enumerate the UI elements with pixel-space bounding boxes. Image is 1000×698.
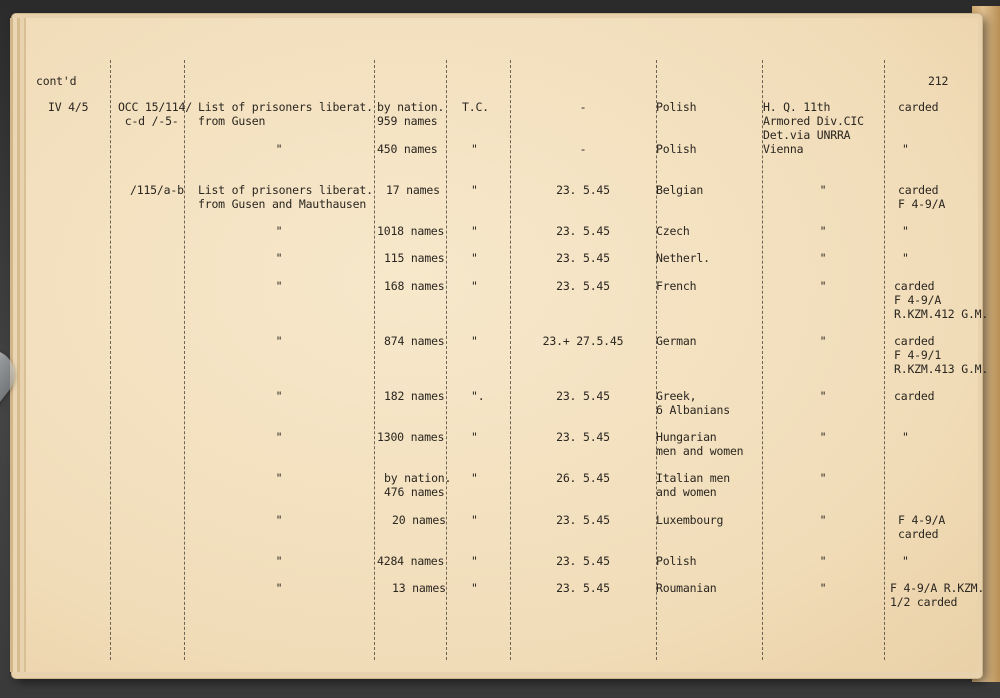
source-cell: ": [819, 224, 827, 238]
note-cell: carded F 4-9/A: [898, 183, 946, 211]
nationality-cell: Netherl.: [656, 251, 710, 265]
note-cell: carded: [898, 100, 939, 114]
type-cell: ": [471, 334, 478, 348]
description-cell: ": [275, 581, 283, 595]
type-cell: ": [471, 581, 478, 595]
count-cell: 13 names: [392, 581, 446, 595]
date-cell: 23. 5.45: [556, 224, 610, 238]
count-cell: 168 names: [384, 279, 445, 293]
type-cell: T.C.: [462, 100, 489, 114]
type-cell: ": [471, 430, 478, 444]
count-cell: by nation. 959 names: [377, 100, 445, 128]
date-cell: 23. 5.45: [556, 430, 610, 444]
date-cell: 23. 5.45: [556, 581, 610, 595]
count-cell: 20 names: [392, 513, 446, 527]
count-cell: 4284 names: [377, 554, 445, 568]
reference-number: /115/a-b: [130, 183, 184, 197]
note-cell: F 4-9/A carded: [898, 513, 946, 541]
description-cell: List of prisoners liberat. from Gusen and Mauthausen: [198, 183, 373, 211]
source-cell: ": [819, 554, 827, 568]
description-cell: ": [275, 224, 283, 238]
column-rule: [446, 60, 447, 660]
type-cell: ": [471, 183, 478, 197]
note-cell: ": [902, 251, 909, 265]
source-cell: ": [819, 389, 827, 403]
note-cell: ": [902, 430, 909, 444]
description-cell: ": [275, 142, 283, 156]
description-cell: ": [275, 513, 283, 527]
nationality-cell: French: [656, 279, 697, 293]
count-cell: 115 names: [384, 251, 445, 265]
description-cell: ": [275, 554, 283, 568]
description-cell: ": [275, 334, 283, 348]
column-rule: [110, 60, 111, 660]
note-cell: carded F 4-9/A R.KZM.412 G.M.: [894, 279, 989, 321]
file-number: IV 4/5: [48, 100, 89, 114]
type-cell: ": [471, 279, 478, 293]
description-cell: ": [275, 279, 283, 293]
count-cell: 17 names: [386, 183, 440, 197]
date-cell: 23. 5.45: [556, 183, 610, 197]
source-cell: ": [819, 251, 827, 265]
count-cell: 1300 names: [377, 430, 445, 444]
date-cell: -: [579, 100, 587, 114]
type-cell: ": [471, 142, 478, 156]
contd-label: cont'd: [36, 74, 77, 88]
type-cell: ": [471, 513, 478, 527]
count-cell: 450 names: [377, 142, 438, 156]
note-cell: ": [902, 554, 909, 568]
date-cell: -: [579, 142, 587, 156]
type-cell: ": [471, 554, 478, 568]
source-cell: ": [819, 183, 827, 197]
source-cell: H. Q. 11th Armored Div.CIC Det.via UNRRA Vienna: [763, 100, 864, 156]
count-cell: 874 names: [384, 334, 445, 348]
nationality-cell: Italian men and women: [656, 471, 730, 499]
count-cell: by nation. 476 names: [384, 471, 452, 499]
nationality-cell: Hungarian men and women: [656, 430, 744, 458]
source-cell: ": [819, 430, 827, 444]
nationality-cell: Polish: [656, 554, 697, 568]
nationality-cell: Belgian: [656, 183, 704, 197]
date-cell: 23. 5.45: [556, 279, 610, 293]
count-cell: 1018 names: [377, 224, 445, 238]
reference-number: OCC 15/114/ c-d /-5-: [118, 100, 192, 128]
note-cell: F 4-9/A R.KZM. 1/2 carded: [890, 581, 985, 609]
description-cell: ": [275, 471, 283, 485]
description-cell: ": [275, 251, 283, 265]
nationality-cell: Greek, 6 Albanians: [656, 389, 730, 417]
note-cell: ": [902, 224, 909, 238]
count-cell: 182 names: [384, 389, 445, 403]
source-cell: ": [819, 334, 827, 348]
type-cell: ".: [471, 389, 485, 403]
nationality-cell: Polish: [656, 142, 697, 156]
page-number: 212: [928, 74, 949, 88]
source-cell: ": [819, 279, 827, 293]
nationality-cell: German: [656, 334, 697, 348]
date-cell: 23. 5.45: [556, 513, 610, 527]
nationality-cell: Czech: [656, 224, 690, 238]
source-cell: ": [819, 581, 827, 595]
date-cell: 23. 5.45: [556, 554, 610, 568]
nationality-cell: Luxembourg: [656, 513, 724, 527]
date-cell: 26. 5.45: [556, 471, 610, 485]
description-cell: List of prisoners liberat. from Gusen: [198, 100, 373, 128]
type-cell: ": [471, 471, 478, 485]
note-cell: carded: [894, 389, 935, 403]
note-cell: carded F 4-9/1 R.KZM.413 G.M.: [894, 334, 989, 376]
source-cell: ": [819, 471, 827, 485]
note-cell: ": [902, 142, 909, 156]
date-cell: 23. 5.45: [556, 251, 610, 265]
document-page: [26, 18, 989, 672]
source-cell: ": [819, 513, 827, 527]
type-cell: ": [471, 251, 478, 265]
nationality-cell: Roumanian: [656, 581, 717, 595]
column-rule: [374, 60, 375, 660]
type-cell: ": [471, 224, 478, 238]
column-rule: [884, 60, 885, 660]
date-cell: 23.+ 27.5.45: [542, 334, 624, 348]
nationality-cell: Polish: [656, 100, 697, 114]
date-cell: 23. 5.45: [556, 389, 610, 403]
description-cell: ": [275, 430, 283, 444]
description-cell: ": [275, 389, 283, 403]
